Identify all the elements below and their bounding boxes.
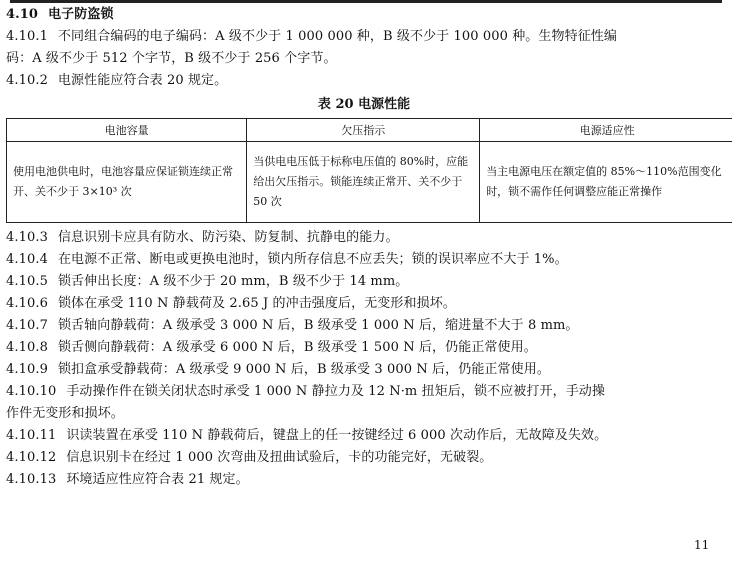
clause-number: 4.10.12 (6, 450, 57, 465)
clause-text: 电源性能应符合表 20 规定。 (57, 73, 228, 88)
clause-text: 锁扣盒承受静载荷：A 级承受 9 000 N 后，B 级承受 3 000 N 后，仍能正常使用。 (57, 362, 550, 377)
clause-4-10-5 (6, 271, 722, 293)
table-cell: 使用电池供电时，电池容量应保证锁连续正常开、关不少于 3×10³ 次 (7, 142, 247, 223)
table-header-power-adaptability: 电源适应性 (480, 119, 732, 142)
clause-4-10-7 (6, 315, 722, 337)
clause-4-10-3 (6, 227, 722, 249)
table-caption: 表 20 电源性能 (317, 97, 411, 112)
clause-text-continued: 作件无变形和损坏。 (6, 406, 124, 421)
clause-4-10-6 (6, 293, 722, 315)
top-rule (10, 0, 722, 3)
table-cell: 当主电源电压在额定值的 85%～110%范围变化时，锁不需作任何调整应能正常操作 (480, 142, 732, 223)
clause-text: 锁体在承受 110 N 静载荷及 2.65 J 的冲击强度后，无变形和损坏。 (57, 296, 456, 311)
clause-text: 锁舌轴向静载荷：A 级承受 3 000 N 后，B 级承受 1 000 N 后，缩进量不大于 8 mm。 (57, 318, 579, 333)
clause-number: 4.10.6 (6, 296, 48, 311)
clause-number: 4.10.13 (6, 472, 57, 487)
clause-number: 4.10.3 (6, 230, 48, 245)
clause-number: 4.10.10 (6, 384, 57, 399)
clause-number: 4.10.8 (6, 340, 48, 355)
clause-number: 4.10.1 (6, 29, 48, 44)
clause-4-10-9 (6, 359, 722, 381)
table-header-battery-capacity: 电池容量 (7, 119, 247, 142)
clause-text-continued: 码：A 级不少于 512 个字节，B 级不少于 256 个字节。 (6, 51, 337, 66)
power-performance-table (6, 118, 732, 223)
clause-number: 4.10.9 (6, 362, 48, 377)
section-number: 4.10 (6, 7, 39, 22)
section-title: 电子防盗锁 (48, 7, 114, 22)
clause-text: 锁舌伸出长度：A 级不少于 20 mm，B 级不少于 14 mm。 (57, 274, 409, 289)
clause-text: 识读装置在承受 110 N 静载荷后，键盘上的任一按键经过 6 000 次动作后，无故障及失效。 (66, 428, 608, 443)
clause-text: 信息识别卡应具有防水、防污染、防复制、抗静电的能力。 (57, 230, 399, 245)
page-number: 11 (694, 538, 710, 552)
table-cell: 当供电电压低于标称电压值的 80%时，应能给出欠压指示。锁能连续正常开、关不少于 50 次 (247, 142, 480, 223)
clause-4-10-13 (6, 469, 722, 491)
clause-4-10-11 (6, 425, 722, 447)
clause-text: 信息识别卡在经过 1 000 次弯曲及扭曲试验后，卡的功能完好，无破裂。 (66, 450, 493, 465)
clause-number: 4.10.11 (6, 428, 57, 443)
clause-4-10-1 (6, 26, 722, 70)
clause-text: 不同组合编码的电子编码：A 级不少于 1 000 000 种，B 级不少于 100 000 种。生物特征性编 (57, 29, 618, 44)
clause-text: 环境适应性应符合表 21 规定。 (66, 472, 249, 487)
clause-text: 锁舌侧向静载荷：A 级承受 6 000 N 后，B 级承受 1 500 N 后，仍能正常使用。 (57, 340, 537, 355)
clause-4-10-2 (6, 70, 722, 92)
clause-number: 4.10.7 (6, 318, 48, 333)
clause-number: 4.10.5 (6, 274, 48, 289)
table-header-undervoltage: 欠压指示 (247, 119, 480, 142)
clause-4-10-10 (6, 381, 722, 425)
clause-text: 手动操作件在锁关闭状态时承受 1 000 N 静拉力及 12 N·m 扭矩后，锁不应被打开，手动操 (66, 384, 605, 399)
table-row (7, 142, 732, 223)
clause-4-10-8 (6, 337, 722, 359)
clause-4-10-4 (6, 249, 722, 271)
section-heading (6, 4, 722, 26)
clause-number: 4.10.2 (6, 73, 48, 88)
clause-number: 4.10.4 (6, 252, 48, 267)
clause-4-10-12 (6, 447, 722, 469)
table-header-row (7, 119, 732, 142)
clause-text: 在电源不正常、断电或更换电池时，锁内所存信息不应丢失；锁的误识率应不大于 1%。 (57, 252, 568, 267)
document-page (6, 4, 722, 491)
